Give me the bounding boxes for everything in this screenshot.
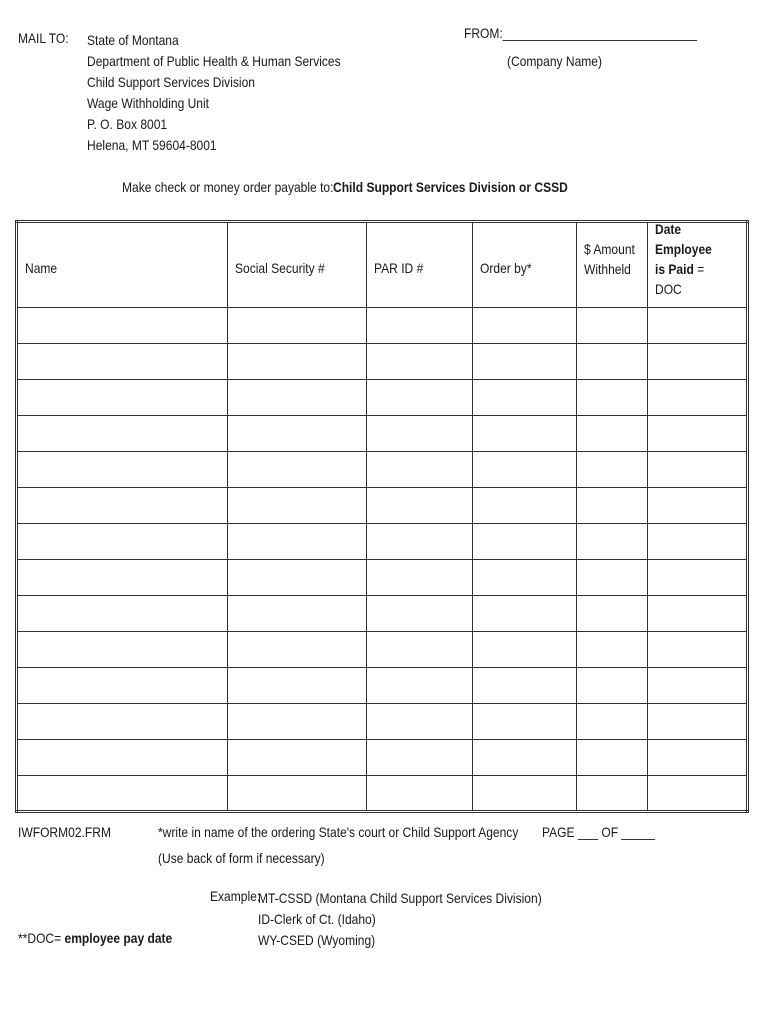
table-row: [17, 776, 748, 812]
order-by-cell[interactable]: [473, 380, 577, 416]
amount-cell[interactable]: [577, 560, 648, 596]
table-header-row: [17, 222, 748, 308]
table-row: [17, 416, 748, 452]
amount-cell[interactable]: [577, 452, 648, 488]
name-cell[interactable]: [17, 776, 228, 812]
table-row: [17, 524, 748, 560]
order-note: *write in name of the ordering State's court or Child Support Agency: [158, 824, 519, 840]
par-id-cell[interactable]: [367, 524, 473, 560]
amount-cell[interactable]: [577, 416, 648, 452]
date-cell[interactable]: [648, 596, 748, 632]
name-cell[interactable]: [17, 668, 228, 704]
order-by-cell[interactable]: [473, 596, 577, 632]
table-row: [17, 452, 748, 488]
example-list: [258, 888, 588, 951]
address-line: Helena, MT 59604-8001: [87, 137, 217, 153]
ssn-cell[interactable]: [228, 488, 367, 524]
ssn-cell[interactable]: [228, 308, 367, 344]
example-item: WY-CSED (Wyoming): [258, 932, 376, 948]
table-row: [17, 380, 748, 416]
ssn-cell[interactable]: [228, 632, 367, 668]
address-line: Wage Withholding Unit: [87, 95, 210, 111]
table-row: [17, 308, 748, 344]
doc-definition: **DOC= employee pay date: [18, 930, 173, 946]
amount-cell[interactable]: [577, 776, 648, 812]
ssn-cell[interactable]: [228, 560, 367, 596]
name-cell[interactable]: [17, 740, 228, 776]
par-id-cell[interactable]: [367, 380, 473, 416]
date-cell[interactable]: [648, 308, 748, 344]
par-id-cell[interactable]: [367, 308, 473, 344]
par-id-cell[interactable]: [367, 488, 473, 524]
table-row: [17, 740, 748, 776]
example-label: Example:: [210, 888, 261, 904]
amount-cell[interactable]: [577, 596, 648, 632]
name-cell[interactable]: [17, 416, 228, 452]
par-id-cell[interactable]: [367, 776, 473, 812]
amount-cell[interactable]: [577, 632, 648, 668]
ssn-cell[interactable]: [228, 704, 367, 740]
par-id-cell[interactable]: [367, 596, 473, 632]
address-line: Child Support Services Division: [87, 74, 255, 90]
par-id-cell[interactable]: [367, 416, 473, 452]
name-cell[interactable]: [17, 488, 228, 524]
amount-cell[interactable]: [577, 380, 648, 416]
mail-to-address: [87, 30, 382, 156]
name-cell[interactable]: [17, 596, 228, 632]
ssn-cell[interactable]: [228, 416, 367, 452]
name-cell[interactable]: [17, 704, 228, 740]
date-cell[interactable]: [648, 380, 748, 416]
date-cell[interactable]: [648, 524, 748, 560]
name-cell[interactable]: [17, 308, 228, 344]
par-id-cell[interactable]: [367, 632, 473, 668]
name-cell[interactable]: [17, 524, 228, 560]
ssn-cell[interactable]: [228, 740, 367, 776]
date-cell[interactable]: [648, 704, 748, 740]
address-line: Department of Public Health & Human Services: [87, 53, 341, 69]
ssn-cell[interactable]: [228, 776, 367, 812]
order-by-cell[interactable]: [473, 632, 577, 668]
page-count: PAGE ___ OF _____: [542, 824, 655, 840]
ssn-cell[interactable]: [228, 344, 367, 380]
order-by-cell[interactable]: [473, 344, 577, 380]
amount-cell[interactable]: [577, 488, 648, 524]
table-row: [17, 668, 748, 704]
date-cell[interactable]: [648, 776, 748, 812]
amount-cell[interactable]: [577, 668, 648, 704]
amount-cell[interactable]: [577, 344, 648, 380]
date-cell[interactable]: [648, 344, 748, 380]
table-row: [17, 344, 748, 380]
use-back-note: (Use back of form if necessary): [158, 850, 325, 866]
amount-cell[interactable]: [577, 704, 648, 740]
name-cell[interactable]: [17, 344, 228, 380]
amount-cell[interactable]: [577, 740, 648, 776]
order-by-cell[interactable]: [473, 704, 577, 740]
header-par-id: PAR ID #: [367, 222, 473, 308]
order-by-cell[interactable]: [473, 452, 577, 488]
payable-label: Make check or money order payable to:: [122, 179, 334, 195]
date-cell[interactable]: [648, 668, 748, 704]
order-by-cell[interactable]: [473, 524, 577, 560]
par-id-cell[interactable]: [367, 560, 473, 596]
header-amount-withheld: $ Amount Withheld: [577, 222, 648, 308]
name-cell[interactable]: [17, 452, 228, 488]
date-cell[interactable]: [648, 560, 748, 596]
ssn-cell[interactable]: [228, 668, 367, 704]
order-by-cell[interactable]: [473, 776, 577, 812]
table-row: [17, 704, 748, 740]
par-id-cell[interactable]: [367, 704, 473, 740]
address-line: State of Montana: [87, 32, 179, 48]
par-id-cell[interactable]: [367, 344, 473, 380]
header-ssn: Social Security #: [228, 222, 367, 308]
order-by-cell[interactable]: [473, 668, 577, 704]
order-by-cell[interactable]: [473, 740, 577, 776]
name-cell[interactable]: [17, 632, 228, 668]
table-row: [17, 560, 748, 596]
par-id-cell[interactable]: [367, 740, 473, 776]
ssn-cell[interactable]: [228, 596, 367, 632]
header-name: Name: [17, 222, 228, 308]
payable-value: Child Support Services Division or CSSD: [333, 179, 568, 195]
date-cell[interactable]: [648, 452, 748, 488]
name-cell[interactable]: [17, 560, 228, 596]
form-id: IWFORM02.FRM: [18, 824, 111, 840]
par-id-cell[interactable]: [367, 452, 473, 488]
address-line: P. O. Box 8001: [87, 116, 168, 132]
example-item: MT-CSSD (Montana Child Support Services Division): [258, 890, 542, 906]
date-cell[interactable]: [648, 416, 748, 452]
order-by-cell[interactable]: [473, 488, 577, 524]
example-item: ID-Clerk of Ct. (Idaho): [258, 911, 376, 927]
table-row: [17, 632, 748, 668]
date-cell[interactable]: [648, 488, 748, 524]
table-row: [17, 488, 748, 524]
header-date-employee-paid: Date Employee is Paid = DOC: [648, 222, 748, 308]
date-cell[interactable]: [648, 740, 748, 776]
order-by-cell[interactable]: [473, 308, 577, 344]
company-name-label: (Company Name): [507, 53, 603, 69]
withholding-table: [15, 220, 749, 813]
date-cell[interactable]: [648, 632, 748, 668]
from-label: FROM:_____________________________: [464, 25, 697, 41]
ssn-cell[interactable]: [228, 524, 367, 560]
amount-cell[interactable]: [577, 308, 648, 344]
order-by-cell[interactable]: [473, 416, 577, 452]
name-cell[interactable]: [17, 380, 228, 416]
header-order-by: Order by*: [473, 222, 577, 308]
order-by-cell[interactable]: [473, 560, 577, 596]
mail-to-label: MAIL TO:: [18, 30, 69, 46]
ssn-cell[interactable]: [228, 380, 367, 416]
amount-cell[interactable]: [577, 524, 648, 560]
par-id-cell[interactable]: [367, 668, 473, 704]
ssn-cell[interactable]: [228, 452, 367, 488]
table-row: [17, 596, 748, 632]
